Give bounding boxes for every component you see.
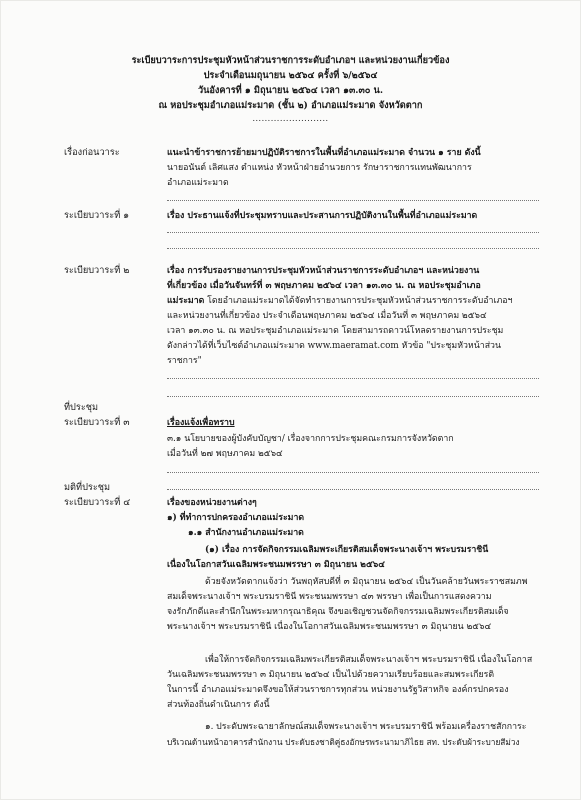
agenda-4-item-1-a: (๑) เรื่อง การจัดกิจกรรมเฉลิมพระเกียรติสมเด็จพระนางเจ้าฯ พระบรมราชินี: [205, 545, 489, 555]
agenda-2-label: ระเบียบวาระที่ ๒: [64, 265, 130, 276]
agenda-4-para-2-line-3: ในการนี้ อำเภอแม่ระมาดจึงขอให้ส่วนราชการทุกส่วน หน่วยงานรัฐวิสาหกิจ องค์กรปกครอง: [167, 685, 509, 695]
header-divider: .........................: [252, 114, 329, 123]
agenda-2-line-6: ดังกล่าวได้ที่เว็บไซต์อำเภอแม่ระมาด www.maeramat.com หัวข้อ "ประชุมหัวหน้าส่วน: [167, 341, 502, 351]
agenda-4-item-1-b: เนื่องในโอกาสวันเฉลิมพระชนมพรรษา ๓ มิถุนายน ๒๕๖๔: [167, 560, 385, 570]
header-venue: ณ หอประชุมอำเภอแม่ระมาด (ชั้น ๒) อำเภอแม่ระมาด จังหวัดตาก: [158, 100, 423, 111]
dotted-line: [167, 200, 539, 201]
dotted-line: [167, 489, 539, 490]
agenda-3-top-label: ที่ประชุม: [64, 402, 99, 413]
agenda-2-line-3-bold: แม่ระมาด: [167, 296, 205, 306]
pre-agenda-line-2: นายอนันต์ เลิศแสง ตำแหน่ง หัวหน้าฝ่ายอำนวยการ รักษาราชการแทนพัฒนาการ: [167, 163, 472, 173]
agenda-4-para-1-line-3: จงรักภักดีและสำนึกในพระมหากรุณาธิคุณ จึงขอเชิญชวนจัดกิจกรรมเฉลิมพระเกียรติสมเด็จ: [167, 607, 509, 617]
agenda-4-para-1-line-2: สมเด็จพระนางเจ้าฯ พระบรมราชินี พระชนมพรรษา ๔๓ พรรษา เพื่อเป็นการแสดงความ: [167, 592, 492, 602]
agenda-1-title: เรื่อง ประธานแจ้งที่ประชุมทราบและประสานการปฏิบัติงานในพื้นที่อำเภอแม่ระมาด: [167, 211, 478, 221]
agenda-4-para-1-line-1: ด้วยจังหวัดตากแจ้งว่า วันพฤหัสบดีที่ ๓ มิถุนายน ๒๕๖๔ เป็นวันคล้ายวันพระราชสมภพ: [205, 577, 528, 587]
agenda-3-line-2: เมื่อวันที่ ๒๗ พฤษภาคม ๒๕๖๔: [167, 449, 283, 459]
header-month: ประจำเดือนมถุนายน ๒๕๖๔ ครั้งที่ ๖/๒๕๖๔: [203, 70, 378, 81]
agenda-2-line-2: ที่เกี่ยวข้อง เมื่อวันจันทร์ที่ ๓ พฤษภาคม ๒๕๖๔ เวลา ๑๓.๓๐ น. ณ หอประชุมอำเภอ: [167, 281, 481, 291]
agenda-2-line-7: ราชการ": [167, 356, 202, 366]
agenda-4-para-2-line-1: เพื่อให้การจัดกิจกรรมเฉลิมพระเกียรติสมเด็จพระนางเจ้าฯ พระบรมราชินี เนื่องในโอกาส: [205, 655, 533, 665]
agenda-4-sub-1-1: ๑.๑ สำนักงานอำเภอแม่ระมาด: [188, 528, 304, 538]
dotted-line: [167, 472, 539, 473]
agenda-3-title: เรื่องแจ้งเพื่อทราบ: [167, 418, 235, 428]
pre-agenda-line-3: อำเภอแม่ระมาด: [167, 178, 229, 188]
agenda-4-label: ระเบียบวาระที่ ๔: [64, 497, 131, 508]
dotted-line: [167, 396, 539, 397]
pre-agenda-line-1: แนะนำข้าราชการย้ายมาปฏิบัติราชการในพื้นที่อำเภอแม่ระมาด จำนวน ๑ ราย ดังนี้: [167, 148, 481, 158]
agenda-1-label: ระเบียบวาระที่ ๑: [64, 210, 130, 221]
pre-agenda-label: เรื่องก่อนวาระ: [64, 147, 120, 158]
agenda-2-line-1: เรื่อง การรับรองรายงานการประชุมหัวหน้าส่วนราชการระดับอำเภอฯ และหน่วยงาน: [167, 266, 480, 276]
dotted-line: [167, 248, 539, 249]
agenda-4-para-3-line-1: ๑. ประดับพระฉายาลักษณ์สมเด็จพระนางเจ้าฯ พระบรมราชินี พร้อมเครื่องราชสักการะ: [205, 722, 527, 732]
header-date: วันอังคารที่ ๑ มิถุนายน ๒๕๖๔ เวลา ๑๓.๓๐ น.: [197, 85, 384, 96]
dotted-line: [167, 378, 539, 379]
header-title: ระเบียบวาระการประชุมหัวหน้าส่วนราชการระดับอำเภอฯ และหน่วยงานเกี่ยวข้อง: [131, 55, 450, 66]
agenda-4-top-label: มติที่ประชุม: [64, 482, 111, 493]
dotted-line: [167, 232, 539, 233]
agenda-2-line-4: และหน่วยงานที่เกี่ยวข้อง ประจำเดือนพฤษภาคม ๒๕๖๔ เมื่อวันที่ ๓ พฤษภาคม ๒๕๖๔: [167, 311, 487, 321]
agenda-3-line-1: ๓.๑ นโยบายของผู้บังคับบัญชา/ เรื่องจากการประชุมคณะกรมการจังหวัดตาก: [167, 434, 454, 444]
agenda-4-para-3-line-2: บริเวณด้านหน้าอาคารสำนักงาน ประดับธงชาติคู่ธงอักษรพระนามาภิไธย สท. ประดับผ้าระบายสีม่วง: [167, 737, 520, 747]
agenda-4-para-1-line-4: พระนางเจ้าฯ พระบรมราชินี เนื่องในโอกาสวันเฉลิมพระชนมพรรษา ๓ มิถุนายน ๒๕๖๔: [167, 622, 492, 632]
agenda-4-para-2-line-4: ส่วนท้องถิ่นดำเนินการ ดังนี้: [167, 700, 270, 710]
agenda-3-label: ระเบียบวาระที่ ๓: [64, 417, 130, 428]
agenda-4-title: เรื่องของหน่วยงานต่างๆ: [167, 498, 257, 508]
agenda-4-para-2-line-2: วันเฉลิมพระชนมพรรษา ๓ มิถุนายน ๒๕๖๔ เป็นไปด้วยความเรียบร้อยและสมพระเกียรติ: [167, 670, 495, 680]
agenda-4-sub-1: ๑) ที่ทำการปกครองอำเภอแม่ระมาด: [167, 513, 305, 523]
agenda-2-line-3: [167, 295, 513, 307]
agenda-2-line-3-text: โดยอำเภอแม่ระมาดได้จัดทำรายงานการประชุมหัวหน้าส่วนราชการระดับอำเภอฯ: [207, 296, 513, 306]
agenda-2-line-5: เวลา ๑๓.๓๐ น. ณ หอประชุมอำเภอแม่ระมาด โดยสามารถดาวน์โหลดรายงานการประชุม: [167, 326, 504, 336]
